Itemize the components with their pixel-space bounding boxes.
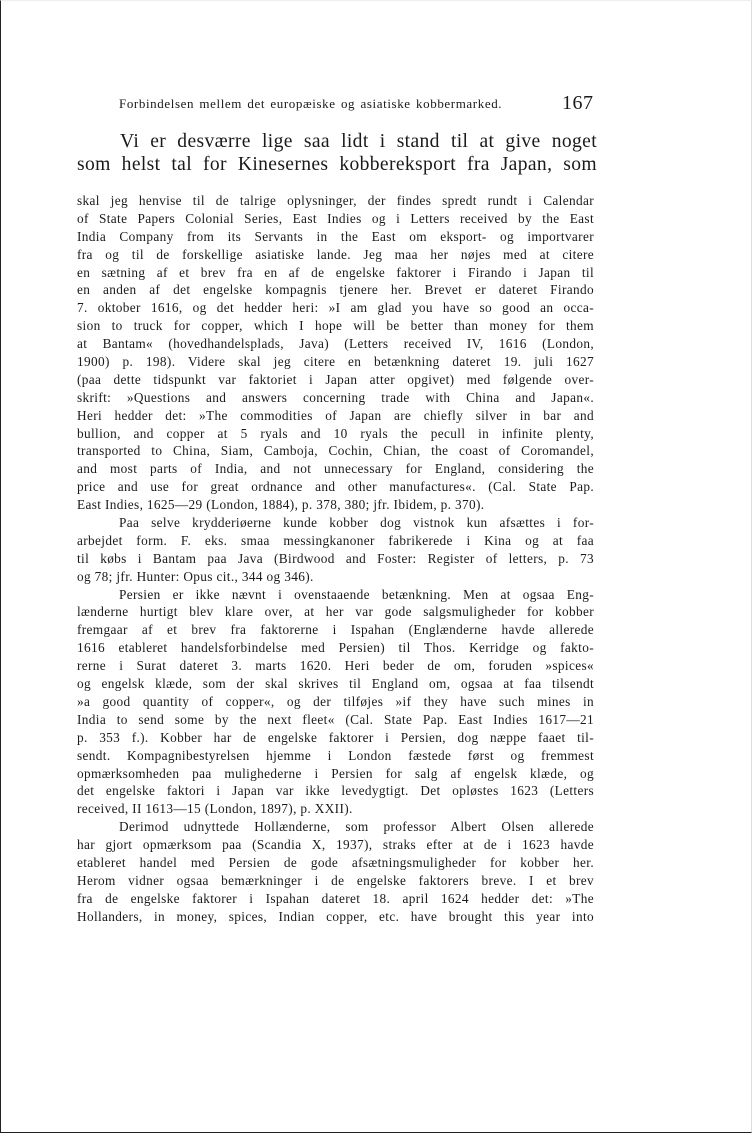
text-line: bullion, and copper at 5 ryals and 10 ryals the pecull in infinite plenty, [77, 425, 594, 441]
text-line: skrift: »Questions and answers concerning trade with China and Japan«. [77, 389, 594, 405]
text-line: skal jeg henvise til de talrige oplysninger, der findes spredt rundt i Calendar [77, 193, 594, 208]
text-line: transported to China, Siam, Camboja, Cochin, Chian, the coast of Coromandel, [77, 443, 594, 459]
paragraph [77, 586, 594, 819]
intro-line: som helst tal for Kinesernes kobbereksport fra Japan, som [77, 154, 597, 175]
text-line: fra de engelske faktorer i Ispahan dateret 18. april 1624 hedder det: »The [77, 890, 594, 906]
text-line: rerne i Surat dateret 3. marts 1620. Heri beder de om, foruden »spices« [77, 658, 594, 674]
text-line: Derimod udnyttede Hollænderne, som professor Albert Olsen allerede [119, 819, 594, 835]
text-line: received, II 1613—15 (London, 1897), p. XXII). [77, 801, 353, 817]
body-text [77, 192, 594, 926]
intro-text [77, 130, 597, 176]
paragraph [77, 192, 594, 514]
text-line: at Bantam« (hovedhandelsplads, Java) (Letters received IV, 1616 (London, [77, 336, 594, 352]
text-line: East Indies, 1625—29 (London, 1884), p. 378, 380; jfr. Ibidem, p. 370). [77, 497, 485, 513]
text-line: and most parts of India, and not unnecessary for England, considering the [77, 461, 594, 477]
text-line: Heri hedder det: »The commodities of Japan are chiefly silver in bar and [77, 407, 594, 423]
text-line: arbejdet form. F. eks. smaa messingkanoner fabrikerede i Kina og at faa [77, 532, 594, 548]
text-line: Hollanders, in money, spices, Indian copper, etc. have brought this year into [77, 908, 594, 924]
text-line: Herom vidner ogsaa bemærkninger i de engelske faktorers breve. I et brev [77, 872, 594, 888]
page-number: 167 [562, 92, 594, 114]
text-line: det engelske faktori i Japan var ikke levedygtigt. Det opløstes 1623 (Letters [77, 783, 594, 799]
text-line: Paa selve krydderiøerne kunde kobber dog vistnok kun afsættes i for- [119, 515, 594, 531]
text-line: 1900) p. 198). Videre skal jeg citere en betænkning dateret 19. juli 1627 [77, 354, 594, 370]
text-line: opmærksomheden paa mulighederne i Persien for salg af engelsk klæde, og [77, 765, 594, 781]
intro-line: Vi er desværre lige saa lidt i stand til at give noget [120, 131, 597, 152]
text-line: til købs i Bantam paa Java (Birdwood and Foster: Register of letters, p. 73 [77, 550, 594, 566]
running-title: Forbindelsen mellem det europæiske og asiatiske kobbermarked. [119, 96, 503, 111]
text-line: en sætning af et brev fra en af de engelske faktorer i Firando i Japan til [77, 264, 594, 280]
text-line: 7. oktober 1616, og det hedder heri: »I am glad you have so good an occa- [77, 300, 594, 316]
text-line: (paa dette tidspunkt var faktoriet i Japan atter opgivet) med følgende over- [77, 371, 594, 387]
text-line: og 78; jfr. Hunter: Opus cit., 344 og 346). [77, 568, 314, 584]
text-line: sendt. Kompagnibestyrelsen hjemme i London fæstede først og fremmest [77, 747, 594, 763]
text-line: fremgaar af et brev fra faktorerne i Ispahan (Englænderne havde allerede [77, 622, 594, 638]
text-line: India to send some by the next fleet« (Cal. State Pap. East Indies 1617—21 [77, 711, 594, 727]
text-line: en anden af det engelske kompagnis tjenere her. Brevet er dateret Firando [77, 282, 594, 298]
text-line: p. 353 f.). Kobber har de engelske faktorer i Persien, dog næppe faaet til- [77, 729, 594, 745]
text-line: 1616 etableret handelsforbindelse med Persien) til Thos. Kerridge og fakto- [77, 640, 594, 656]
text-line: fra og til de forskellige asiatiske lande. Jeg maa her nøjes med at citere [77, 246, 594, 262]
text-line: »a good quantity of copper«, og der tilføjes »if they have such mines in [77, 693, 594, 709]
text-line: of State Papers Colonial Series, East Indies og i Letters received by the East [77, 210, 594, 226]
text-line: og engelsk klæde, som der skal skrives til England om, ogsaa at faa tilsendt [77, 676, 594, 692]
text-line: sion to truck for copper, which I hope will be better than money for them [77, 318, 594, 334]
text-line: har gjort opmærksom paa (Scandia X, 1937), straks efter at de i 1623 havde [77, 837, 594, 853]
text-line: price and use for great ordnance and other manufactures«. (Cal. State Pap. [77, 479, 594, 495]
paragraph [77, 818, 594, 925]
text-line: etableret handel med Persien de gode afsætningsmuligheder for kobber her. [77, 854, 594, 870]
text-line: India Company from its Servants in the East om eksport- og importvarer [77, 228, 594, 244]
paragraph [77, 514, 594, 586]
text-line: lænderne hurtigt blev klare over, at her var gode salgsmuligheder for kobber [77, 604, 594, 620]
text-line: Persien er ikke nævnt i ovenstaaende betænkning. Men at ogsaa Eng- [119, 586, 594, 602]
